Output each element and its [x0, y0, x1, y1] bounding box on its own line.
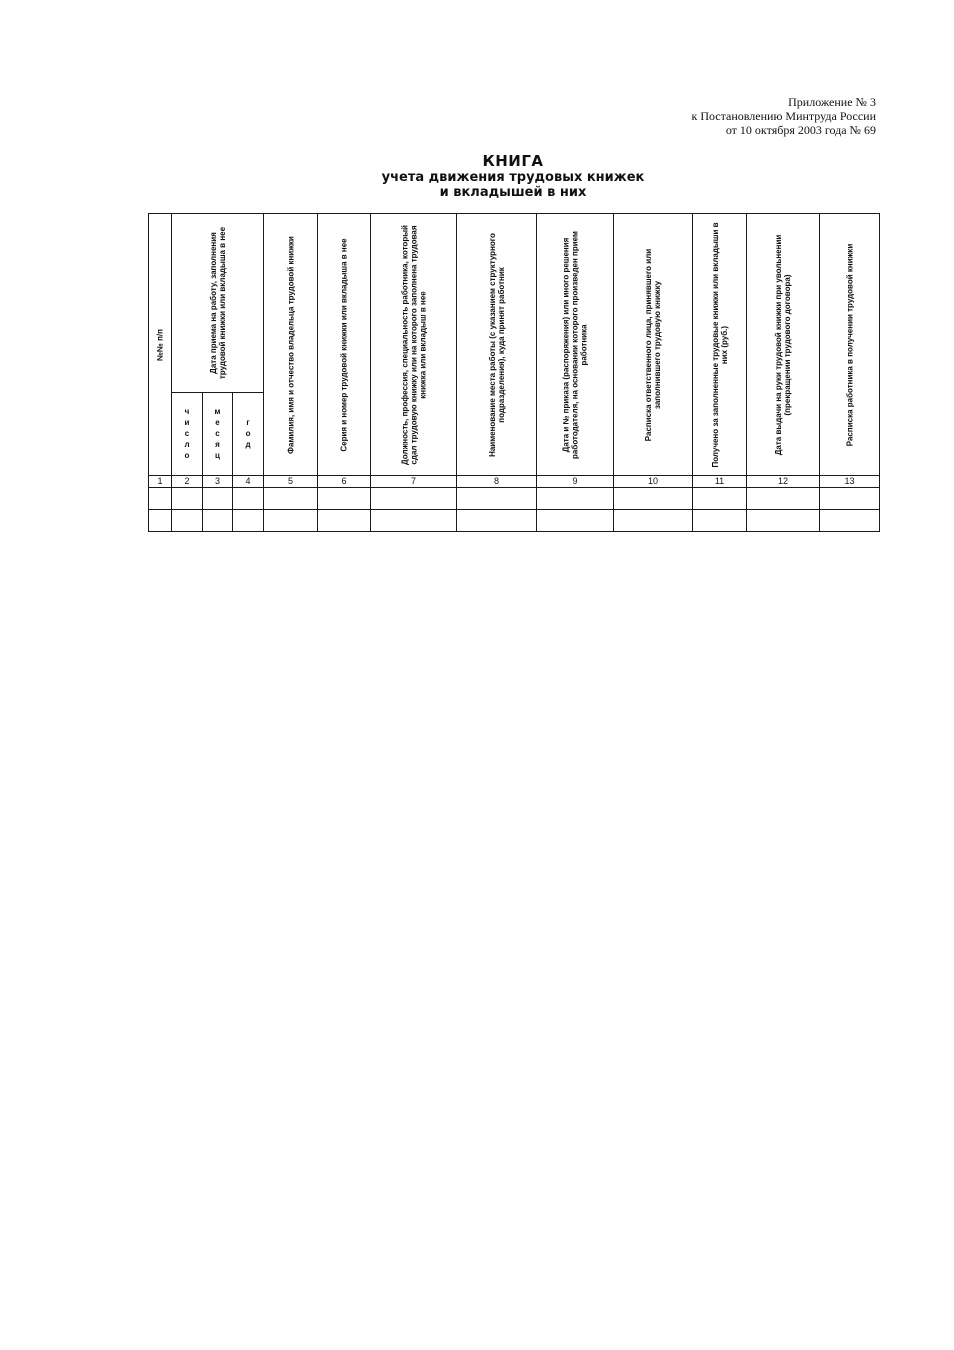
- ledger-table: [148, 213, 880, 532]
- table-cell: [747, 488, 820, 510]
- table-cell: [264, 488, 318, 510]
- document-title: [148, 152, 878, 200]
- table-cell: [820, 488, 880, 510]
- table-cell: [318, 510, 371, 532]
- header-col-8: [457, 214, 537, 476]
- table-cell: [537, 488, 614, 510]
- table-cell: [203, 510, 233, 532]
- table-cell: [614, 510, 693, 532]
- column-number-row: [149, 476, 880, 488]
- header-col-11: [693, 214, 747, 476]
- header-col-2: ч и с л о: [172, 392, 203, 475]
- table-cell: [172, 510, 203, 532]
- table-cell: [233, 510, 264, 532]
- header-col-10-text: Расписка ответственного лица, принявшего или заполнившего трудовую книжку: [644, 248, 663, 441]
- header-col-2-4-text: Дата приема на работу, заполнения трудовой книжки или вкладыша в нее: [208, 226, 227, 379]
- column-number-11: 11: [693, 476, 747, 488]
- header-col-4: г о д: [233, 392, 264, 475]
- table-cell: [457, 488, 537, 510]
- table-cell: [614, 488, 693, 510]
- title-main: КНИГА: [482, 152, 544, 170]
- header-col-2-4: [172, 214, 264, 393]
- header-col-7-text: Должность, профессия, специальность работника, который сдал трудовую книжку или на которого заполнена трудовая книжка или вкладыш в нее: [400, 224, 428, 465]
- table-cell: [233, 488, 264, 510]
- column-number-9: 9: [537, 476, 614, 488]
- column-number-8: 8: [457, 476, 537, 488]
- table-cell: [172, 488, 203, 510]
- table-cell: [203, 488, 233, 510]
- column-number-12: 12: [747, 476, 820, 488]
- header-col-3: м е с я ц: [203, 392, 233, 475]
- header-col-6-text: Серия и номер трудовой книжки или вкладыша в нее: [339, 237, 349, 452]
- column-number-2: 2: [172, 476, 203, 488]
- header-col-10: [614, 214, 693, 476]
- header-col-8-text: Наименование места работы (с указанием структурного подразделения), куда принят работник: [487, 232, 506, 457]
- table-cell: [693, 510, 747, 532]
- header-col-1-text: №№ п/п: [155, 328, 165, 361]
- appendix-date: от 10 октября 2003 года № 69: [725, 123, 876, 137]
- column-number-13: 13: [820, 476, 880, 488]
- table-cell: [264, 510, 318, 532]
- table-cell: [371, 510, 457, 532]
- header-col-12-text: Дата выдачи на руки трудовой книжки при увольнении (прекращении трудового договора): [774, 234, 793, 455]
- title-line-3: и вкладышей в них: [439, 185, 587, 200]
- header-col-5-text: Фамилия, имя и отчество владельца трудовой книжки: [286, 235, 296, 454]
- column-number-10: 10: [614, 476, 693, 488]
- table-cell: [747, 510, 820, 532]
- header-col-13: [820, 214, 880, 476]
- table-cell: [318, 488, 371, 510]
- column-number-7: 7: [371, 476, 457, 488]
- appendix-reference: [692, 95, 876, 137]
- header-col-13-text: Расписка работника в получении трудовой книжки: [845, 243, 855, 446]
- table-cell: [371, 488, 457, 510]
- column-number-1: 1: [149, 476, 172, 488]
- table-row: [149, 510, 880, 532]
- header-col-12: [747, 214, 820, 476]
- header-col-9-text: Дата и № приказа (распоряжения) или иного решения работодателя, на основании которого произведен прием работника: [561, 230, 589, 459]
- table-cell: [820, 510, 880, 532]
- appendix-number: Приложение № 3: [788, 95, 876, 109]
- table-cell: [457, 510, 537, 532]
- header-col-7: [371, 214, 457, 476]
- table-row: [149, 488, 880, 510]
- table-cell: [693, 488, 747, 510]
- table-cell: [537, 510, 614, 532]
- header-col-5: [264, 214, 318, 476]
- column-number-5: 5: [264, 476, 318, 488]
- header-col-9: [537, 214, 614, 476]
- header-row-top: [149, 214, 880, 393]
- table-cell: [149, 510, 172, 532]
- header-col-6: [318, 214, 371, 476]
- header-col-11-text: Получено за заполненные трудовые книжки или вкладыши в них (руб.): [710, 221, 729, 468]
- header-col-1: [149, 214, 172, 476]
- column-number-4: 4: [233, 476, 264, 488]
- column-number-3: 3: [203, 476, 233, 488]
- title-line-2: учета движения трудовых книжек: [381, 170, 645, 185]
- column-number-6: 6: [318, 476, 371, 488]
- appendix-decree: к Постановлению Минтруда России: [691, 109, 876, 123]
- table-cell: [149, 488, 172, 510]
